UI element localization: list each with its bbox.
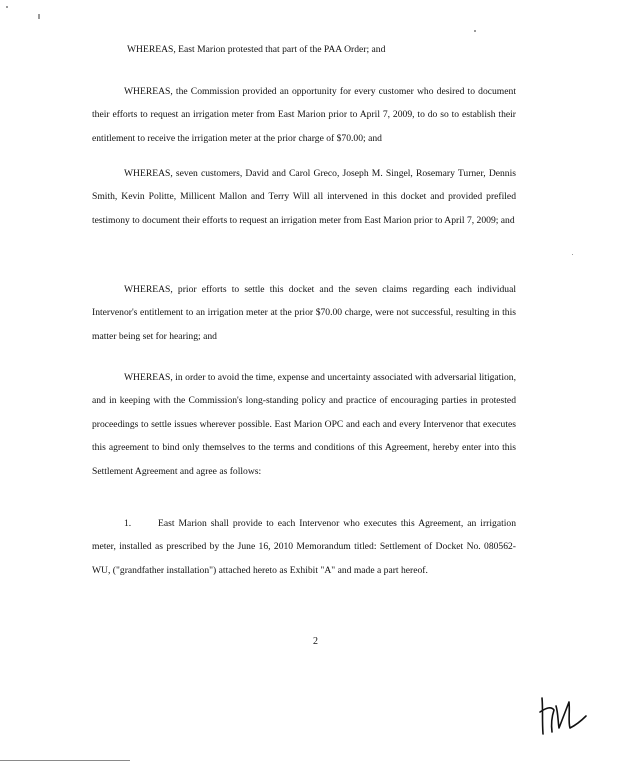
scan-speck bbox=[474, 30, 476, 32]
whereas-paragraph-2: WHEREAS, the Commission provided an opportunity for every customer who desired to document their efforts to request an irrigation meter from East Marion prior to April 7, 2009, to do so to establish their entitlement to receive the irrigation meter at the prior charge of $70.00; and bbox=[92, 86, 516, 144]
scan-speck bbox=[38, 14, 40, 19]
item-number: 1. bbox=[124, 518, 132, 529]
page-number: 2 bbox=[313, 636, 318, 647]
whereas-paragraph-1: WHEREAS, East Marion protested that part of the PAA Order; and bbox=[127, 44, 386, 55]
initials-signature bbox=[536, 688, 592, 740]
numbered-item-1 bbox=[92, 512, 516, 582]
whereas-paragraph-4: WHEREAS, prior efforts to settle this docket and the seven claims regarding each individual Intervenor's entitlement to an irrigation meter at the prior $70.00 charge, were not successful, resulting in this matter being set for hearing; and bbox=[92, 284, 516, 342]
scan-speck bbox=[6, 6, 8, 8]
whereas-paragraph-5: WHEREAS, in order to avoid the time, expense and uncertainty associated with adversarial litigation, and in keeping with the Commission's long-standing policy and practice of encouraging parties in protested proceedings to settle issues wherever possible. East Marion OPC and each and every Intervenor that executes this agreement to bind only themselves to the terms and conditions of this Agreement, hereby enter into this Settlement Agreement and agree as follows: bbox=[92, 372, 516, 477]
scan-edge-line bbox=[0, 760, 130, 761]
whereas-paragraph-3: WHEREAS, seven customers, David and Carol Greco, Joseph M. Singel, Rosemary Turner, Dennis Smith, Kevin Politte, Millicent Mallon and Terry Will all intervened in this docket and provided prefiled testimony to document their efforts to request an irrigation meter from East Marion prior to April 7, 2009; and bbox=[92, 168, 516, 226]
item-text: East Marion shall provide to each Intervenor who executes this Agreement, an irrigation meter, installed as prescribed by the June 16, 2010 Memorandum titled: Settlement of Docket No. 080562-WU, ("grandfather installation") attached hereto as Exhibit "A" and made a part hereof. bbox=[92, 518, 516, 576]
scan-speck bbox=[572, 254, 573, 255]
